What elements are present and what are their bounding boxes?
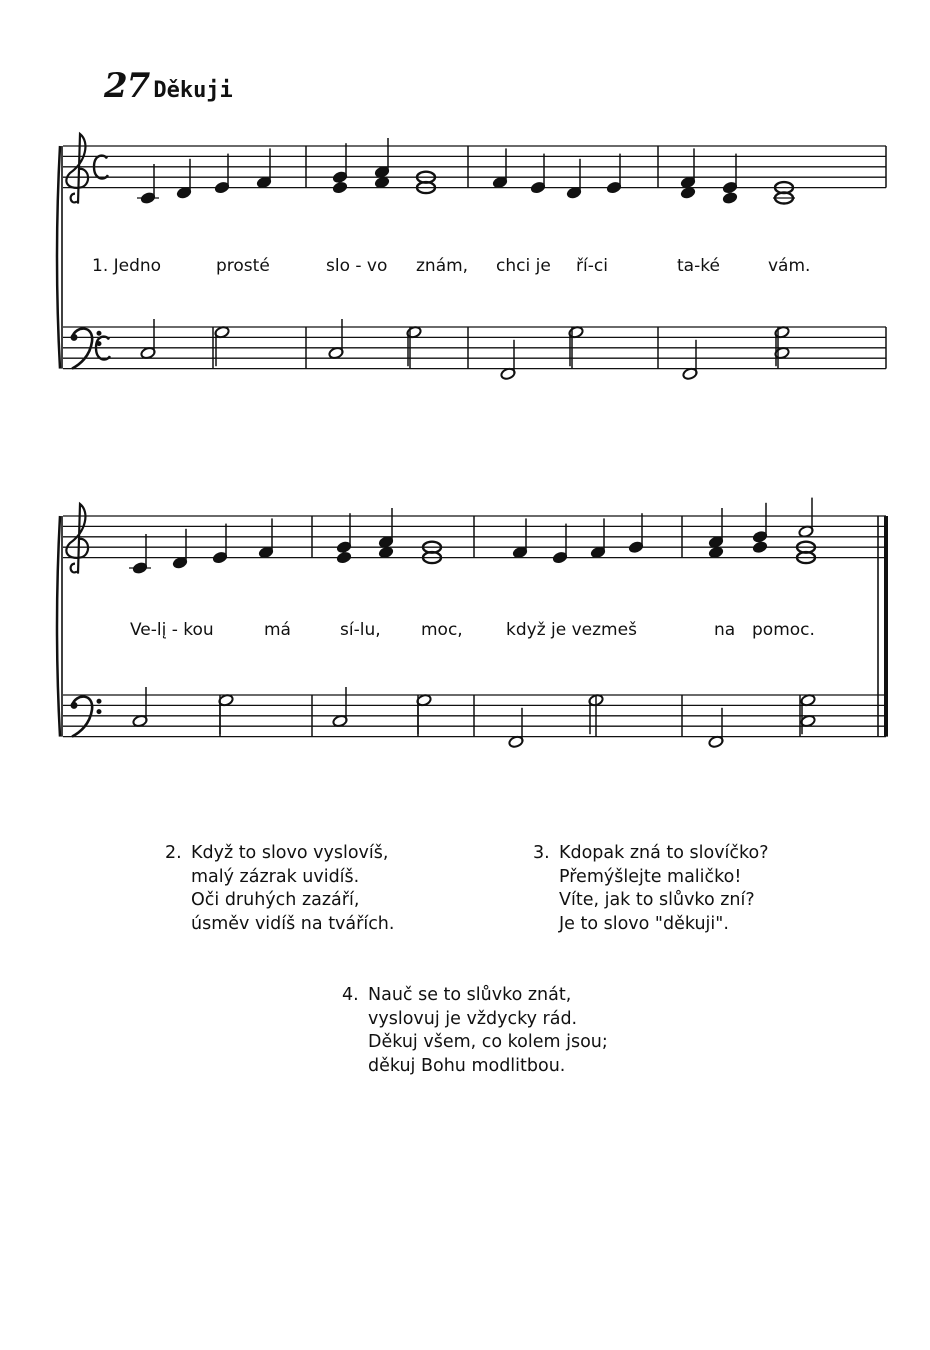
verse-line: vyslovuj je vždycky rád. (368, 1008, 578, 1029)
lyric-syllable: když je vezmeš (506, 620, 637, 640)
verse-number: 3. (533, 843, 550, 863)
notehead (722, 191, 738, 204)
verse-line: děkuj Bohu modlitbou. (368, 1055, 566, 1076)
verse-line: Nauč se to slůvko znát, (368, 985, 572, 1005)
verse-line: Víte, jak to slůvko zní? (559, 890, 755, 910)
lyric-syllable: vám. (768, 256, 811, 276)
lyric-syllable: moc, (421, 620, 463, 640)
lyric-syllable: Ve-lį - kou (130, 620, 214, 640)
verse-line: Oči druhých zazáří, (191, 890, 360, 910)
song-number: 27 (104, 66, 150, 106)
lyric-syllable: na (714, 620, 736, 640)
lyric-syllable: chci je (496, 256, 551, 276)
lyric-syllable: pomoc. (752, 620, 815, 640)
treble-clef (66, 134, 88, 204)
notehead (336, 551, 352, 564)
bass-clef-dot (97, 699, 101, 703)
bass-clef-dot (71, 334, 77, 340)
lyric-syllable: prosté (216, 256, 270, 276)
verse-number: 2. (165, 843, 182, 863)
bass-clef-dot (97, 710, 101, 714)
lyric-syllable: 1. Jedno (92, 256, 162, 276)
lyric-syllable: má (264, 620, 291, 640)
system-bracket (57, 516, 60, 737)
lyric-syllable: slo - vo (326, 256, 388, 276)
system-bracket (57, 146, 60, 369)
lyric-syllable: ří-ci (576, 256, 608, 276)
song-title: Děkuji (153, 78, 233, 103)
lyric-syllable: ta-ké (677, 256, 720, 276)
bass-clef-dot (97, 331, 101, 335)
verse-line: malý zázrak uvidíš. (191, 866, 360, 887)
verse-number: 4. (342, 985, 359, 1005)
verse-2 (165, 842, 395, 936)
notehead (332, 181, 348, 194)
verse-line: Kdopak zná to slovíčko? (559, 843, 769, 863)
lyric-syllable: sí-lu, (340, 620, 381, 640)
notehead (752, 541, 768, 554)
verse-line: úsměv vidíš na tvářích. (191, 913, 395, 934)
verse-3 (533, 842, 769, 936)
verse-4 (342, 984, 608, 1078)
verse-line: Když to slovo vyslovíš, (191, 843, 389, 863)
verse-line: Přemýšlejte maličko! (559, 866, 742, 887)
lyric-syllable: znám, (416, 256, 469, 276)
bass-clef-dot (71, 702, 77, 708)
verse-line: Je to slovo "děkuji". (559, 913, 729, 934)
verse-line: Děkuj všem, co kolem jsou; (368, 1032, 608, 1052)
treble-clef (66, 504, 88, 574)
